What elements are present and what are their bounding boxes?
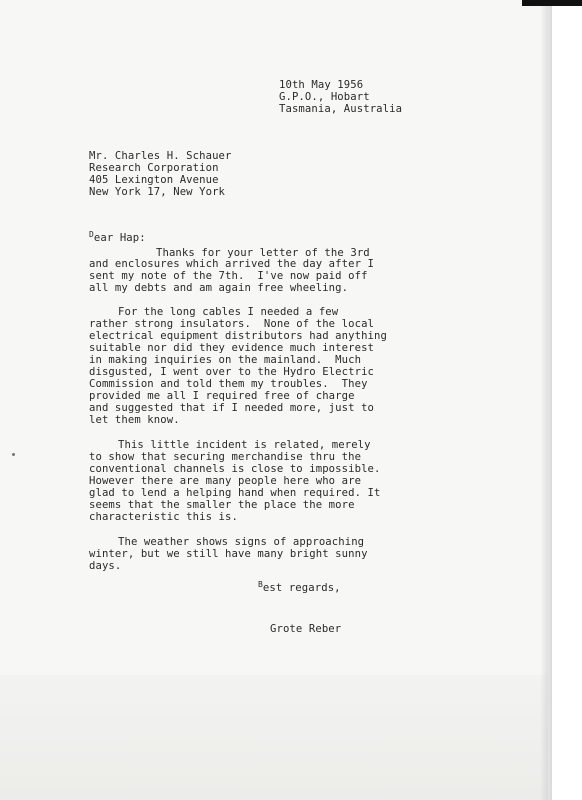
paragraph-2-line-2: rather strong insulators. None of the local: [89, 318, 375, 330]
paragraph-4-line-1: The weather shows signs of approaching: [118, 536, 365, 548]
paragraph-1-line-4: all my debts and am again free wheeling.: [89, 282, 349, 294]
paragraph-2-line-10: let them know.: [89, 414, 180, 426]
salutation: [89, 229, 146, 245]
paragraph-3-line-2: to show that securing merchandise thru the: [89, 451, 362, 463]
closing: [258, 579, 341, 595]
paragraph-3-line-5: glad to lend a helping hand when required. It: [89, 487, 381, 499]
paragraph-3-line-7: characteristic this is.: [89, 511, 238, 523]
paragraph-2-line-7: Commission and told them my troubles. They: [89, 378, 368, 390]
salutation-initial: D: [89, 230, 94, 239]
recipient-city: New York 17, New York: [89, 186, 226, 198]
letter-date: 10th May 1956: [279, 79, 364, 91]
paragraph-2-line-5: in making inquiries on the mainland. Much: [89, 354, 362, 366]
paragraph-1-line-3: sent my note of the 7th. I've now paid off: [89, 270, 368, 282]
paragraph-4-line-2: winter, but we still have many bright sunny: [89, 548, 368, 560]
recipient-street: 405 Lexington Avenue: [89, 174, 219, 186]
signature-name: Grote Reber: [270, 623, 342, 635]
paragraph-2-line-8: provided me all I required free of charge: [89, 390, 355, 402]
paragraph-4-line-3: days.: [89, 560, 122, 572]
paragraph-1-line-1: Thanks for your letter of the 3rd: [156, 247, 370, 259]
paragraph-3-line-3: conventional channels is close to impossible.: [89, 463, 381, 475]
salutation-text: ear Hap:: [93, 232, 146, 244]
paragraph-2-line-9: and suggested that if I needed more, just to: [89, 402, 375, 414]
letter-place: G.P.O., Hobart: [279, 91, 370, 103]
letter-region: Tasmania, Australia: [279, 103, 403, 115]
paragraph-3-line-1: This little incident is related, merely: [118, 439, 371, 451]
closing-text: est regards,: [262, 582, 341, 594]
paragraph-2-line-1: For the long cables I needed a few: [118, 306, 339, 318]
scan-margin: [552, 0, 582, 800]
paragraph-2-line-6: disgusted, I went over to the Hydro Electric: [89, 366, 375, 378]
recipient-organization: Research Corporation: [89, 162, 219, 174]
paragraph-3-line-4: However there are many people here who are: [89, 475, 362, 487]
paragraph-3-line-6: seems that the smaller the place the more: [89, 499, 355, 511]
paragraph-2-line-3: electrical equipment distributors had anything: [89, 330, 387, 342]
paragraph-1-line-2: and enclosures which arrived the day after I: [89, 258, 375, 270]
closing-initial: B: [258, 580, 263, 589]
paragraph-2-line-4: suitable nor did they evidence much interest: [89, 342, 375, 354]
recipient-name: Mr. Charles H. Schauer: [89, 150, 232, 162]
